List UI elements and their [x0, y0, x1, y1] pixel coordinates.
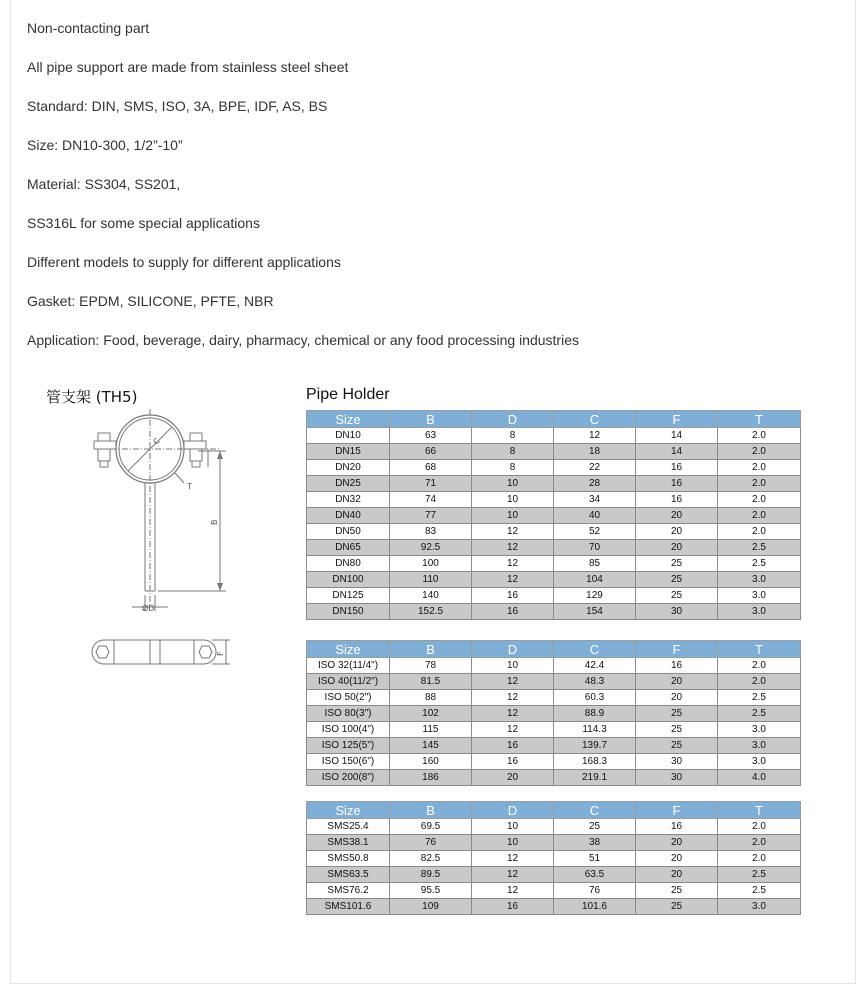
table-cell: 25 — [636, 899, 718, 915]
table-cell: 40 — [554, 508, 636, 524]
table-cell: DN25 — [307, 476, 390, 492]
pipe-holder-title: Pipe Holder — [306, 386, 390, 403]
table-cell: 2.0 — [718, 851, 801, 867]
table-cell: 20 — [636, 851, 718, 867]
table-cell: DN125 — [307, 588, 390, 604]
table-cell: ISO 80(3") — [307, 706, 390, 722]
table-cell: ISO 125(5") — [307, 738, 390, 754]
table-cell: 69.5 — [390, 819, 472, 835]
table-cell: 2.0 — [718, 674, 801, 690]
table-cell: DN150 — [307, 604, 390, 620]
table-cell: SMS76.2 — [307, 883, 390, 899]
table-row — [307, 444, 801, 460]
table-cell: 28 — [554, 476, 636, 492]
table-cell: 16 — [636, 492, 718, 508]
table-cell: 2.0 — [718, 460, 801, 476]
table-cell: 20 — [636, 835, 718, 851]
table-cell: 102 — [390, 706, 472, 722]
table-cell: 12 — [472, 867, 554, 883]
table-cell: 20 — [636, 508, 718, 524]
table-cell: 110 — [390, 572, 472, 588]
table-cell: 88.9 — [554, 706, 636, 722]
table-cell: 20 — [636, 867, 718, 883]
table-cell: 10 — [472, 476, 554, 492]
table-row — [307, 674, 801, 690]
table-row — [307, 754, 801, 770]
table-cell: 16 — [472, 754, 554, 770]
table-cell: 20 — [636, 674, 718, 690]
table-cell: DN32 — [307, 492, 390, 508]
table-cell: 2.0 — [718, 476, 801, 492]
table-cell: ISO 32(11/4") — [307, 658, 390, 674]
column-header: D — [472, 641, 554, 658]
table-cell: 129 — [554, 588, 636, 604]
table-cell: 18 — [554, 444, 636, 460]
table-cell: 2.0 — [718, 492, 801, 508]
column-header: D — [472, 802, 554, 819]
table-cell: 16 — [636, 476, 718, 492]
table-row — [307, 770, 801, 786]
table-cell: 88 — [390, 690, 472, 706]
table-cell: ISO 40(11/2") — [307, 674, 390, 690]
column-header: B — [390, 411, 472, 428]
table-cell: 8 — [472, 460, 554, 476]
table-row — [307, 460, 801, 476]
table-cell: SMS38.1 — [307, 835, 390, 851]
table-cell: 16 — [472, 738, 554, 754]
table-cell: 16 — [636, 819, 718, 835]
table-row — [307, 524, 801, 540]
table-cell: 25 — [636, 722, 718, 738]
table-cell: 101.6 — [554, 899, 636, 915]
table-cell: 3.0 — [718, 722, 801, 738]
table-cell: DN50 — [307, 524, 390, 540]
table-cell: 3.0 — [718, 572, 801, 588]
table-cell: 2.0 — [718, 508, 801, 524]
table-row — [307, 883, 801, 899]
table-cell: 63.5 — [554, 867, 636, 883]
table-cell: 2.5 — [718, 556, 801, 572]
column-header: B — [390, 802, 472, 819]
table-cell: 25 — [636, 556, 718, 572]
table-row — [307, 556, 801, 572]
table-cell: 14 — [636, 428, 718, 444]
table-cell: 14 — [636, 444, 718, 460]
table-cell: DN10 — [307, 428, 390, 444]
table-cell: 2.5 — [718, 540, 801, 556]
table-row — [307, 476, 801, 492]
table-cell: 74 — [390, 492, 472, 508]
table-cell: 8 — [472, 444, 554, 460]
description-line-8: Gasket: EPDM, SILICONE, PFTE, NBR — [27, 293, 274, 309]
table-cell: 10 — [472, 492, 554, 508]
table-cell: 2.0 — [718, 819, 801, 835]
column-header: C — [554, 641, 636, 658]
table-cell: 12 — [472, 524, 554, 540]
table-cell: 2.0 — [718, 835, 801, 851]
table-cell: 51 — [554, 851, 636, 867]
table-cell: 154 — [554, 604, 636, 620]
description-line-1: Non-contacting part — [27, 20, 150, 36]
table-cell: DN65 — [307, 540, 390, 556]
table-cell: 12 — [472, 556, 554, 572]
column-header: T — [718, 641, 801, 658]
table-cell: DN40 — [307, 508, 390, 524]
table-cell: 48.3 — [554, 674, 636, 690]
table-cell: 68 — [390, 460, 472, 476]
table-cell: 10 — [472, 508, 554, 524]
table-cell: 16 — [636, 460, 718, 476]
table-cell: 20 — [472, 770, 554, 786]
table-cell: 140 — [390, 588, 472, 604]
table-cell: 4.0 — [718, 770, 801, 786]
column-header: F — [636, 411, 718, 428]
table-cell: SMS25.4 — [307, 819, 390, 835]
table-cell: 2.5 — [718, 706, 801, 722]
table-cell: 52 — [554, 524, 636, 540]
table-cell: 3.0 — [718, 604, 801, 620]
table-row — [307, 658, 801, 674]
column-header: Size — [307, 411, 390, 428]
table-cell: 2.0 — [718, 444, 801, 460]
table-row — [307, 851, 801, 867]
table-cell: 10 — [472, 835, 554, 851]
table-cell: 92.5 — [390, 540, 472, 556]
table-cell: DN15 — [307, 444, 390, 460]
table-cell: 3.0 — [718, 588, 801, 604]
table-cell: 3.0 — [718, 899, 801, 915]
table-cell: 25 — [636, 588, 718, 604]
table-row — [307, 867, 801, 883]
column-header: C — [554, 802, 636, 819]
iso-size-table — [306, 640, 801, 786]
table-cell: 63 — [390, 428, 472, 444]
column-header: Size — [307, 641, 390, 658]
table-cell: 8 — [472, 428, 554, 444]
table-cell: 2.0 — [718, 428, 801, 444]
table-row — [307, 835, 801, 851]
table-row — [307, 604, 801, 620]
table-cell: 76 — [554, 883, 636, 899]
column-header: F — [636, 641, 718, 658]
table-cell: 160 — [390, 754, 472, 770]
table-cell: 25 — [554, 819, 636, 835]
description-line-6: SS316L for some special applications — [27, 215, 260, 231]
table-cell: 78 — [390, 658, 472, 674]
table-cell: 42.4 — [554, 658, 636, 674]
column-header: F — [636, 802, 718, 819]
dimension-t-label: T — [187, 482, 192, 491]
table-cell: 83 — [390, 524, 472, 540]
column-header: Size — [307, 802, 390, 819]
table-row — [307, 706, 801, 722]
table-cell: 12 — [554, 428, 636, 444]
table-cell: 145 — [390, 738, 472, 754]
table-row — [307, 722, 801, 738]
column-header: C — [554, 411, 636, 428]
table-header-row — [307, 641, 801, 658]
table-cell: 10 — [472, 658, 554, 674]
table-row — [307, 738, 801, 754]
table-cell: DN20 — [307, 460, 390, 476]
table-cell: SMS63.5 — [307, 867, 390, 883]
table-cell: 100 — [390, 556, 472, 572]
sms-size-table — [306, 801, 801, 915]
dimension-f-label: F — [216, 651, 225, 656]
table-cell: 115 — [390, 722, 472, 738]
table-cell: 109 — [390, 899, 472, 915]
table-cell: 12 — [472, 674, 554, 690]
table-cell: 12 — [472, 540, 554, 556]
table-row — [307, 899, 801, 915]
column-header: T — [718, 411, 801, 428]
table-cell: 81.5 — [390, 674, 472, 690]
table-cell: 22 — [554, 460, 636, 476]
dimension-c-label: C — [151, 436, 162, 447]
table-cell: 34 — [554, 492, 636, 508]
table-cell: 30 — [636, 770, 718, 786]
table-cell: 20 — [636, 524, 718, 540]
pipe-holder-front-view — [80, 405, 240, 620]
table-cell: 20 — [636, 540, 718, 556]
table-cell: 20 — [636, 690, 718, 706]
table-cell: 25 — [636, 738, 718, 754]
table-cell: 12 — [472, 572, 554, 588]
table-cell: 2.0 — [718, 524, 801, 540]
table-cell: SMS101.6 — [307, 899, 390, 915]
dimension-b-label: B — [210, 519, 219, 525]
table-cell: ISO 200(8") — [307, 770, 390, 786]
description-line-4: Size: DN10-300, 1/2”-10” — [27, 137, 183, 153]
column-header: B — [390, 641, 472, 658]
table-cell: 12 — [472, 883, 554, 899]
table-row — [307, 572, 801, 588]
table-row — [307, 819, 801, 835]
table-row — [307, 508, 801, 524]
table-cell: 25 — [636, 706, 718, 722]
table-row — [307, 428, 801, 444]
table-row — [307, 540, 801, 556]
table-cell: 85 — [554, 556, 636, 572]
din-size-table — [306, 410, 801, 620]
table-cell: 89.5 — [390, 867, 472, 883]
table-cell: ISO 100(4") — [307, 722, 390, 738]
table-cell: 114.3 — [554, 722, 636, 738]
table-cell: SMS50.8 — [307, 851, 390, 867]
table-cell: ISO 50(2") — [307, 690, 390, 706]
table-cell: DN100 — [307, 572, 390, 588]
table-cell: 2.5 — [718, 867, 801, 883]
table-row — [307, 690, 801, 706]
table-cell: 12 — [472, 851, 554, 867]
table-cell: 12 — [472, 690, 554, 706]
table-cell: 66 — [390, 444, 472, 460]
table-cell: DN80 — [307, 556, 390, 572]
description-line-5: Material: SS304, SS201, — [27, 176, 181, 192]
table-cell: 25 — [636, 883, 718, 899]
dimension-d-label: ØD — [142, 604, 155, 613]
table-cell: 2.0 — [718, 658, 801, 674]
table-cell: 77 — [390, 508, 472, 524]
drawing-title: 管支架 (TH5) — [46, 388, 138, 406]
description-line-2: All pipe support are made from stainless steel sheet — [27, 59, 349, 75]
column-header: T — [718, 802, 801, 819]
table-cell: 16 — [472, 604, 554, 620]
table-cell: 71 — [390, 476, 472, 492]
description-line-3: Standard: DIN, SMS, ISO, 3A, BPE, IDF, AS, BS — [27, 98, 328, 114]
table-row — [307, 492, 801, 508]
table-cell: 76 — [390, 835, 472, 851]
column-header: D — [472, 411, 554, 428]
table-cell: 2.5 — [718, 883, 801, 899]
table-cell: 30 — [636, 604, 718, 620]
table-cell: 10 — [472, 819, 554, 835]
table-cell: 70 — [554, 540, 636, 556]
table-cell: 95.5 — [390, 883, 472, 899]
table-cell: 82.5 — [390, 851, 472, 867]
table-header-row — [307, 411, 801, 428]
table-cell: 3.0 — [718, 754, 801, 770]
table-cell: 60.3 — [554, 690, 636, 706]
table-cell: 104 — [554, 572, 636, 588]
table-cell: 38 — [554, 835, 636, 851]
description-line-7: Different models to supply for different applications — [27, 254, 341, 270]
table-cell: 16 — [472, 588, 554, 604]
table-cell: 219.1 — [554, 770, 636, 786]
table-cell: 25 — [636, 572, 718, 588]
table-cell: 16 — [472, 899, 554, 915]
table-cell: 152.5 — [390, 604, 472, 620]
table-row — [307, 588, 801, 604]
table-cell: 2.5 — [718, 690, 801, 706]
table-cell: 3.0 — [718, 738, 801, 754]
table-header-row — [307, 802, 801, 819]
table-cell: 139.7 — [554, 738, 636, 754]
description-line-9: Application: Food, beverage, dairy, pharmacy, chemical or any food processing industries — [27, 332, 579, 348]
table-cell: 12 — [472, 722, 554, 738]
table-cell: 16 — [636, 658, 718, 674]
table-cell: 168.3 — [554, 754, 636, 770]
table-cell: 186 — [390, 770, 472, 786]
table-cell: 30 — [636, 754, 718, 770]
pipe-holder-plan-view — [88, 632, 238, 672]
table-cell: 12 — [472, 706, 554, 722]
table-cell: ISO 150(6") — [307, 754, 390, 770]
